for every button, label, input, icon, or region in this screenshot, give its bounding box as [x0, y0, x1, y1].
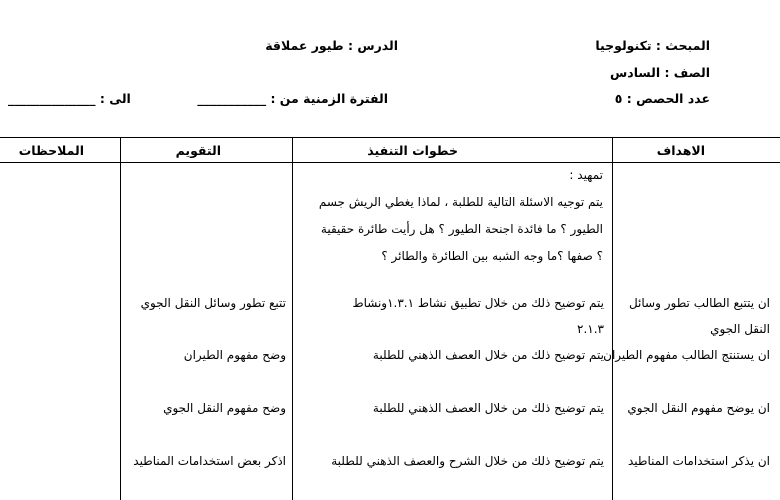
subject-label: المبحث : تكنولوجيا — [595, 38, 710, 53]
table-row-objective: ان يستنتج الطالب مفهوم الطيران — [603, 348, 770, 362]
table-row-objective: ان يوضح مفهوم النقل الجوي — [627, 401, 770, 415]
steps-intro — [303, 162, 603, 270]
steps-intro-line: ؟ صفها ؟ما وجه الشبه بين الطائرة والطائر ؟ — [381, 249, 603, 263]
table-row-steps: يتم توضيح ذلك من خلال تطبيق نشاط ١.٣.١ونشاط ٢.١.٣ — [352, 296, 604, 336]
table-row-objective: ان يذكر استخدامات المناطيد — [627, 454, 770, 468]
table-row-evaluation: اذكر بعض استخدامات المناطيد — [133, 454, 286, 468]
period-label: الفترة الزمنية من : ___________ — [197, 91, 388, 106]
column-divider — [292, 137, 293, 500]
table-row-evaluation: وضح مفهوم النقل الجوي — [163, 401, 286, 415]
steps-intro-line: يتم توجيه الاسئلة التالية للطلبة ، لماذا يغطي الريش جسم — [318, 195, 603, 209]
column-header-objectives: الاهداف — [656, 143, 705, 158]
lesson-label: الدرس : طيور عملاقة — [265, 38, 398, 53]
steps-intro-title: تمهيد : — [569, 168, 603, 182]
table-row-evaluation: وضح مفهوم الطيران — [183, 348, 286, 362]
table-top-border — [0, 137, 780, 138]
steps-intro-line: الطيور ؟ ما فائدة اجنحة الطيور ؟ هل رأيت طائرة حقيقية — [320, 222, 603, 236]
column-divider — [120, 137, 121, 500]
column-header-evaluation: التقويم — [175, 143, 221, 158]
table-row-steps: يتم توضيح ذلك من خلال العصف الذهني للطلبة — [372, 401, 604, 415]
column-divider — [612, 137, 613, 500]
column-header-notes: الملاحظات — [18, 143, 84, 158]
column-header-steps: خطوات التنفيذ — [367, 143, 458, 158]
table-row-steps: يتم توضيح ذلك من خلال العصف الذهني للطلبة — [372, 348, 604, 362]
sessions-label: عدد الحصص : ٥ — [614, 91, 710, 106]
to-label: الى : ______________ — [8, 91, 131, 106]
table-row-objective: ان يتتبع الطالب تطور وسائل النقل الجوي — [628, 296, 770, 336]
grade-label: الصف : السادس — [610, 65, 710, 80]
table-row-evaluation: تتبع تطور وسائل النقل الجوي — [140, 296, 286, 310]
table-row-steps: يتم توضيح ذلك من خلال الشرح والعصف الذهني للطلبة — [331, 454, 604, 468]
